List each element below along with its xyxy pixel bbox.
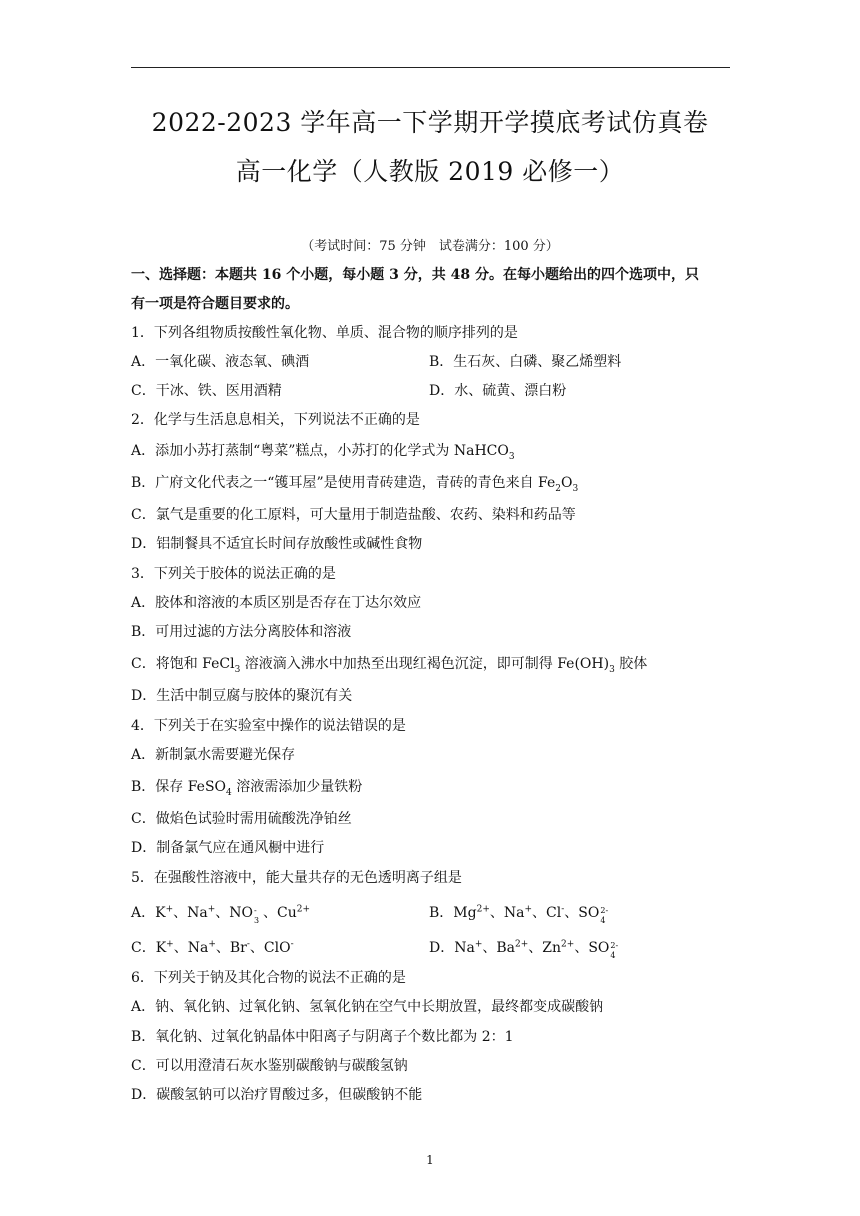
q4-option-c: C．做焰色试验时需用硫酸洗净铂丝 — [131, 811, 352, 827]
q4-option-b-post: 溶液需添加少量铁粉 — [231, 779, 363, 795]
q5-options-row-1 — [131, 903, 731, 923]
q5-a-k: A．K — [131, 905, 166, 921]
q5-c-br-charge: - — [246, 939, 250, 950]
q2-stem: 2．化学与生活息息相关，下列说法不正确的是 — [131, 412, 420, 428]
q5-a-cu-charge: 2+ — [296, 904, 311, 915]
q5-c-k: C．K — [131, 940, 167, 956]
section-heading-line-2: 有一项是符合题目要求的。 — [131, 296, 299, 312]
q5-c-br: 、Br — [215, 940, 247, 956]
q2-option-c: C．氯气是重要的化工原料，可大量用于制造盐酸、农药、染料和药品等 — [131, 507, 576, 523]
q3-option-c-sub: 3 — [234, 664, 241, 675]
q5-c-k-charge: + — [166, 939, 174, 950]
q1-option-d: D．水、硫黄、漂白粉 — [429, 383, 567, 399]
q6-option-a: A．钠、氧化钠、过氧化钠、氢氧化钠在空气中长期放置，最终都变成碳酸钠 — [131, 999, 604, 1015]
q2-option-d: D．铝制餐具不适宜长时间存放酸性或碱性食物 — [131, 536, 423, 552]
q5-d-na-charge: + — [474, 939, 483, 950]
q5-option-d — [429, 938, 619, 958]
q1-option-a: A．一氧化碳、液态氧、碘酒 — [131, 354, 310, 370]
title-line-2: 高一化学（人教版 2019 必修一） — [235, 157, 625, 186]
q3-option-c-pre: C．将饱和 FeCl — [131, 656, 235, 672]
q3-option-c-post: 胶体 — [614, 656, 648, 672]
q5-d-ba: 、Ba — [482, 940, 516, 956]
q5-option-a — [131, 904, 311, 925]
q5-b-cl-charge: - — [561, 904, 565, 915]
q2-option-a-text: A．添加小苏打蒸制“粤菜”糕点，小苏打的化学式为 NaHCO — [131, 443, 509, 459]
q4-option-b-pre: B．保存 FeSO — [131, 779, 227, 795]
q1-options-row-1 — [131, 352, 731, 372]
q5-b-na: 、Na — [489, 905, 525, 921]
q3-option-a: A．胶体和溶液的本质区别是否存在丁达尔效应 — [131, 595, 422, 611]
q2-option-b-sub1: 2 — [555, 483, 562, 494]
q4-stem: 4．下列关于在实验室中操作的说法错误的是 — [131, 718, 406, 734]
q5-b-na-charge: + — [524, 904, 533, 915]
q3-option-d: D．生活中制豆腐与胶体的聚沉有关 — [131, 688, 353, 704]
q5-d-ba-charge: 2+ — [515, 939, 529, 950]
q5-a-no: 、NO — [215, 905, 254, 921]
q2-option-b-mid: O — [561, 475, 573, 491]
q5-a-no3-stack — [253, 906, 263, 925]
q5-stem: 5．在强酸性溶液中，能大量共存的无色透明离子组是 — [131, 870, 462, 886]
q5-b-so: 、SO — [564, 905, 600, 921]
q3-stem: 3．下列关于胶体的说法正确的是 — [131, 566, 336, 582]
section-heading-line-1: 一、选择题：本题共 16 个小题，每小题 3 分，共 48 分。在每小题给出的四个选项中，只 — [131, 267, 699, 283]
q5-a-na: 、Na — [173, 905, 208, 921]
q6-option-d: D．碳酸氢钠可以治疗胃酸过多，但碳酸钠不能 — [131, 1087, 423, 1103]
q5-d-so4-sub: 4 — [610, 951, 616, 960]
q3-option-c-sub2: 3 — [609, 664, 615, 675]
q4-option-d: D．制备氯气应在通风橱中进行 — [131, 840, 325, 856]
q5-b-cl: 、Cl — [532, 905, 562, 921]
q1-option-c: C．干冰、铁、医用酒精 — [131, 383, 282, 399]
q3-option-c-mid: 溶液滴入沸水中加热至出现红褐色沉淀，即可制得 Fe — [240, 656, 575, 672]
q1-options-row-2 — [131, 381, 731, 401]
q2-option-b — [131, 473, 578, 493]
q5-b-mg: B．Mg — [429, 905, 477, 921]
q5-a-k-charge: + — [165, 904, 174, 915]
q5-option-c — [131, 940, 294, 956]
q3-option-c-paren: (OH) — [574, 656, 610, 672]
q4-option-a: A．新制氯水需要避光保存 — [131, 747, 296, 763]
q2-option-a — [131, 441, 515, 461]
q5-d-so4-stack — [609, 941, 619, 960]
q5-c-clo-charge: - — [290, 939, 294, 950]
q5-c-na-charge: + — [208, 939, 216, 950]
q5-c-na: 、Na — [173, 940, 209, 956]
q5-d-so: 、SO — [574, 940, 610, 956]
q5-a-na-charge: + — [207, 904, 216, 915]
q1-stem: 1．下列各组物质按酸性氧化物、单质、混合物的顺序排列的是 — [131, 325, 518, 341]
q5-c-clo: 、ClO — [249, 940, 291, 956]
q5-a-no3-sub: 3 — [254, 916, 260, 925]
q6-stem: 6．下列关于钠及其化合物的说法不正确的是 — [131, 970, 406, 986]
q5-d-zn: 、Zn — [528, 940, 562, 956]
title-line-1: 2022-2023 学年高一下学期开学摸底考试仿真卷 — [151, 108, 709, 137]
q5-d-zn-charge: 2+ — [561, 939, 575, 950]
q6-option-b: B．氧化钠、过氧化钠晶体中阳离子与阴离子个数比都为 2：1 — [131, 1029, 514, 1045]
q4-option-b-sub: 4 — [226, 787, 232, 798]
q6-option-c: C．可以用澄清石灰水鉴别碳酸钠与碳酸氢钠 — [131, 1058, 408, 1074]
q1-option-b: B．生石灰、白磷、聚乙烯塑料 — [429, 354, 622, 370]
q5-d-so4-charge: 2- — [610, 941, 619, 950]
exam-info: （考试时间：75 分钟 试卷满分：100 分） — [301, 239, 559, 254]
q5-a-no3-charge: - — [254, 906, 257, 915]
q2-option-a-sub: 3 — [508, 451, 515, 462]
q5-option-b — [429, 903, 609, 923]
q5-b-so4-stack — [599, 906, 609, 925]
q2-option-b-text: B．广府文化代表之一“镬耳屋”是使用青砖建造，青砖的青色来自 Fe — [131, 475, 556, 491]
q4-option-b — [131, 777, 362, 797]
q5-d-na: D．Na — [429, 940, 475, 956]
q5-b-so4-sub: 4 — [600, 916, 606, 925]
q5-options-row-2 — [131, 938, 731, 958]
q5-a-cu: 、Cu — [263, 905, 297, 921]
q3-option-b: B．可用过滤的方法分离胶体和溶液 — [131, 624, 352, 640]
q2-option-b-sub2: 3 — [572, 483, 579, 494]
q5-b-so4-charge: 2- — [600, 906, 609, 915]
header-rule — [131, 67, 730, 68]
q5-b-mg-charge: 2+ — [476, 904, 490, 915]
page-number: 1 — [426, 1153, 434, 1167]
q3-option-c — [131, 654, 647, 674]
